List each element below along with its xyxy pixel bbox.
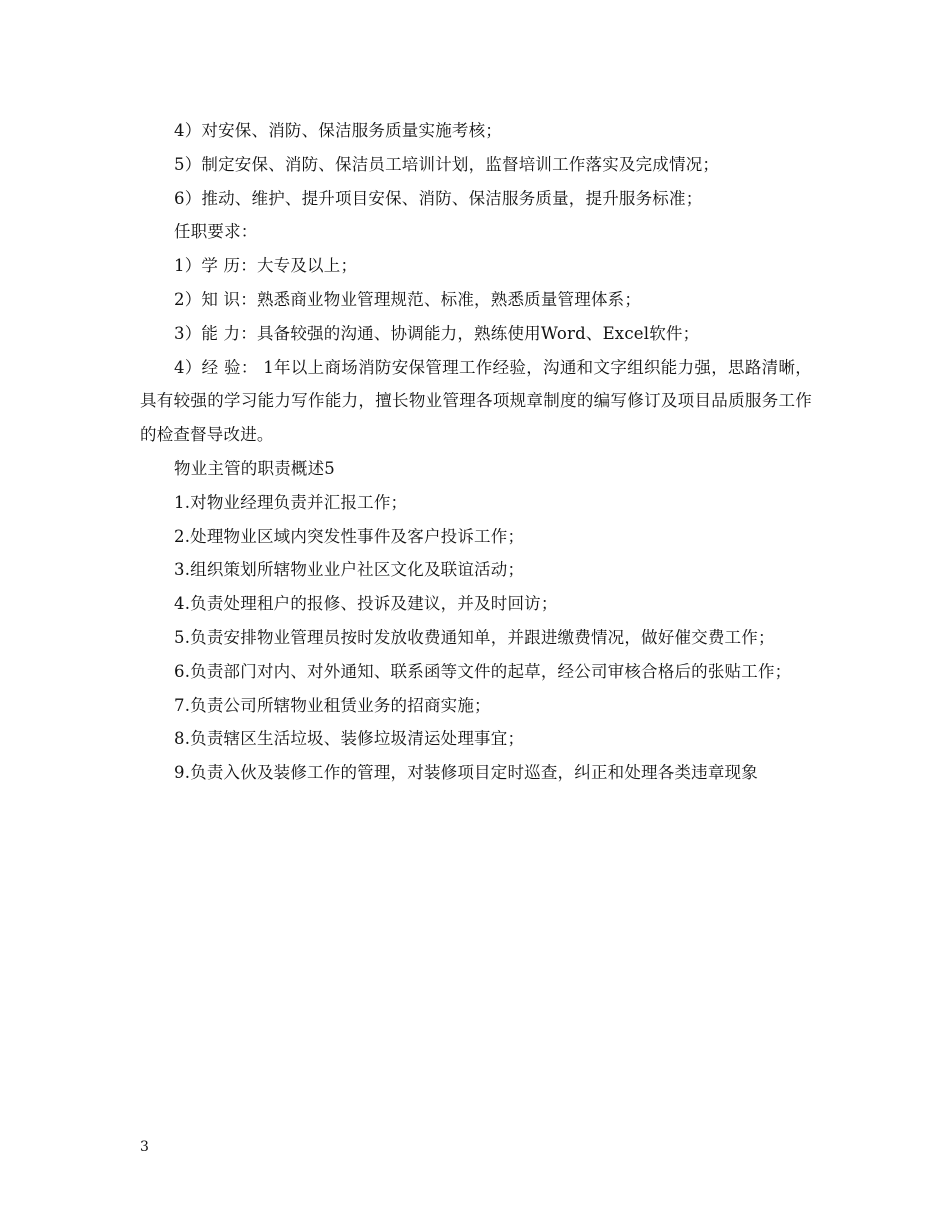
list-item: 1.对物业经理负责并汇报工作； bbox=[174, 492, 408, 512]
paragraph: 3）能 力：具备较强的沟通、协调能力，熟练使用Word、Excel软件； bbox=[174, 323, 700, 343]
list-item: 9.负责入伙及装修工作的管理，对装修项目定时巡查，纠正和处理各类违章现象 bbox=[174, 763, 758, 783]
section-heading: 物业主管的职责概述5 bbox=[174, 458, 335, 478]
list-item: 2.处理物业区域内突发性事件及客户投诉工作； bbox=[174, 526, 525, 546]
page-number: 3 bbox=[140, 1139, 149, 1155]
paragraph: 1）学 历：大专及以上； bbox=[174, 256, 358, 276]
paragraph: 4）经 验： 1年以上商场消防安保管理工作经验，沟通和文字组织能力强，思路清晰，具有较强的学习能力写作能力，擅长物业管理各项规章制度的编写修订及项目品质服务工作的检查督导改进。 bbox=[140, 357, 812, 445]
list-item: 8.负责辖区生活垃圾、装修垃圾清运处理事宜； bbox=[174, 729, 525, 749]
paragraph: 6）推动、维护、提升项目安保、消防、保洁服务质量，提升服务标准； bbox=[174, 188, 703, 208]
paragraph: 5）制定安保、消防、保洁员工培训计划，监督培训工作落实及完成情况； bbox=[174, 154, 720, 174]
paragraph: 2）知 识：熟悉商业物业管理规范、标准，熟悉质量管理体系； bbox=[174, 289, 642, 309]
section-heading: 任职要求： bbox=[174, 222, 258, 242]
list-item: 3.组织策划所辖物业业户社区文化及联谊活动； bbox=[174, 560, 525, 580]
paragraph: 4）对安保、消防、保洁服务质量实施考核； bbox=[174, 121, 502, 140]
document-body bbox=[140, 114, 812, 790]
list-item: 6.负责部门对内、对外通知、联系函等文件的起草，经公司审核合格后的张贴工作； bbox=[174, 661, 792, 681]
list-item: 5.负责安排物业管理员按时发放收费通知单，并跟进缴费情况，做好催交费工作； bbox=[174, 627, 775, 647]
list-item: 4.负责处理租户的报修、投诉及建议，并及时回访； bbox=[174, 594, 558, 614]
list-item: 7.负责公司所辖物业租赁业务的招商实施； bbox=[174, 695, 491, 715]
